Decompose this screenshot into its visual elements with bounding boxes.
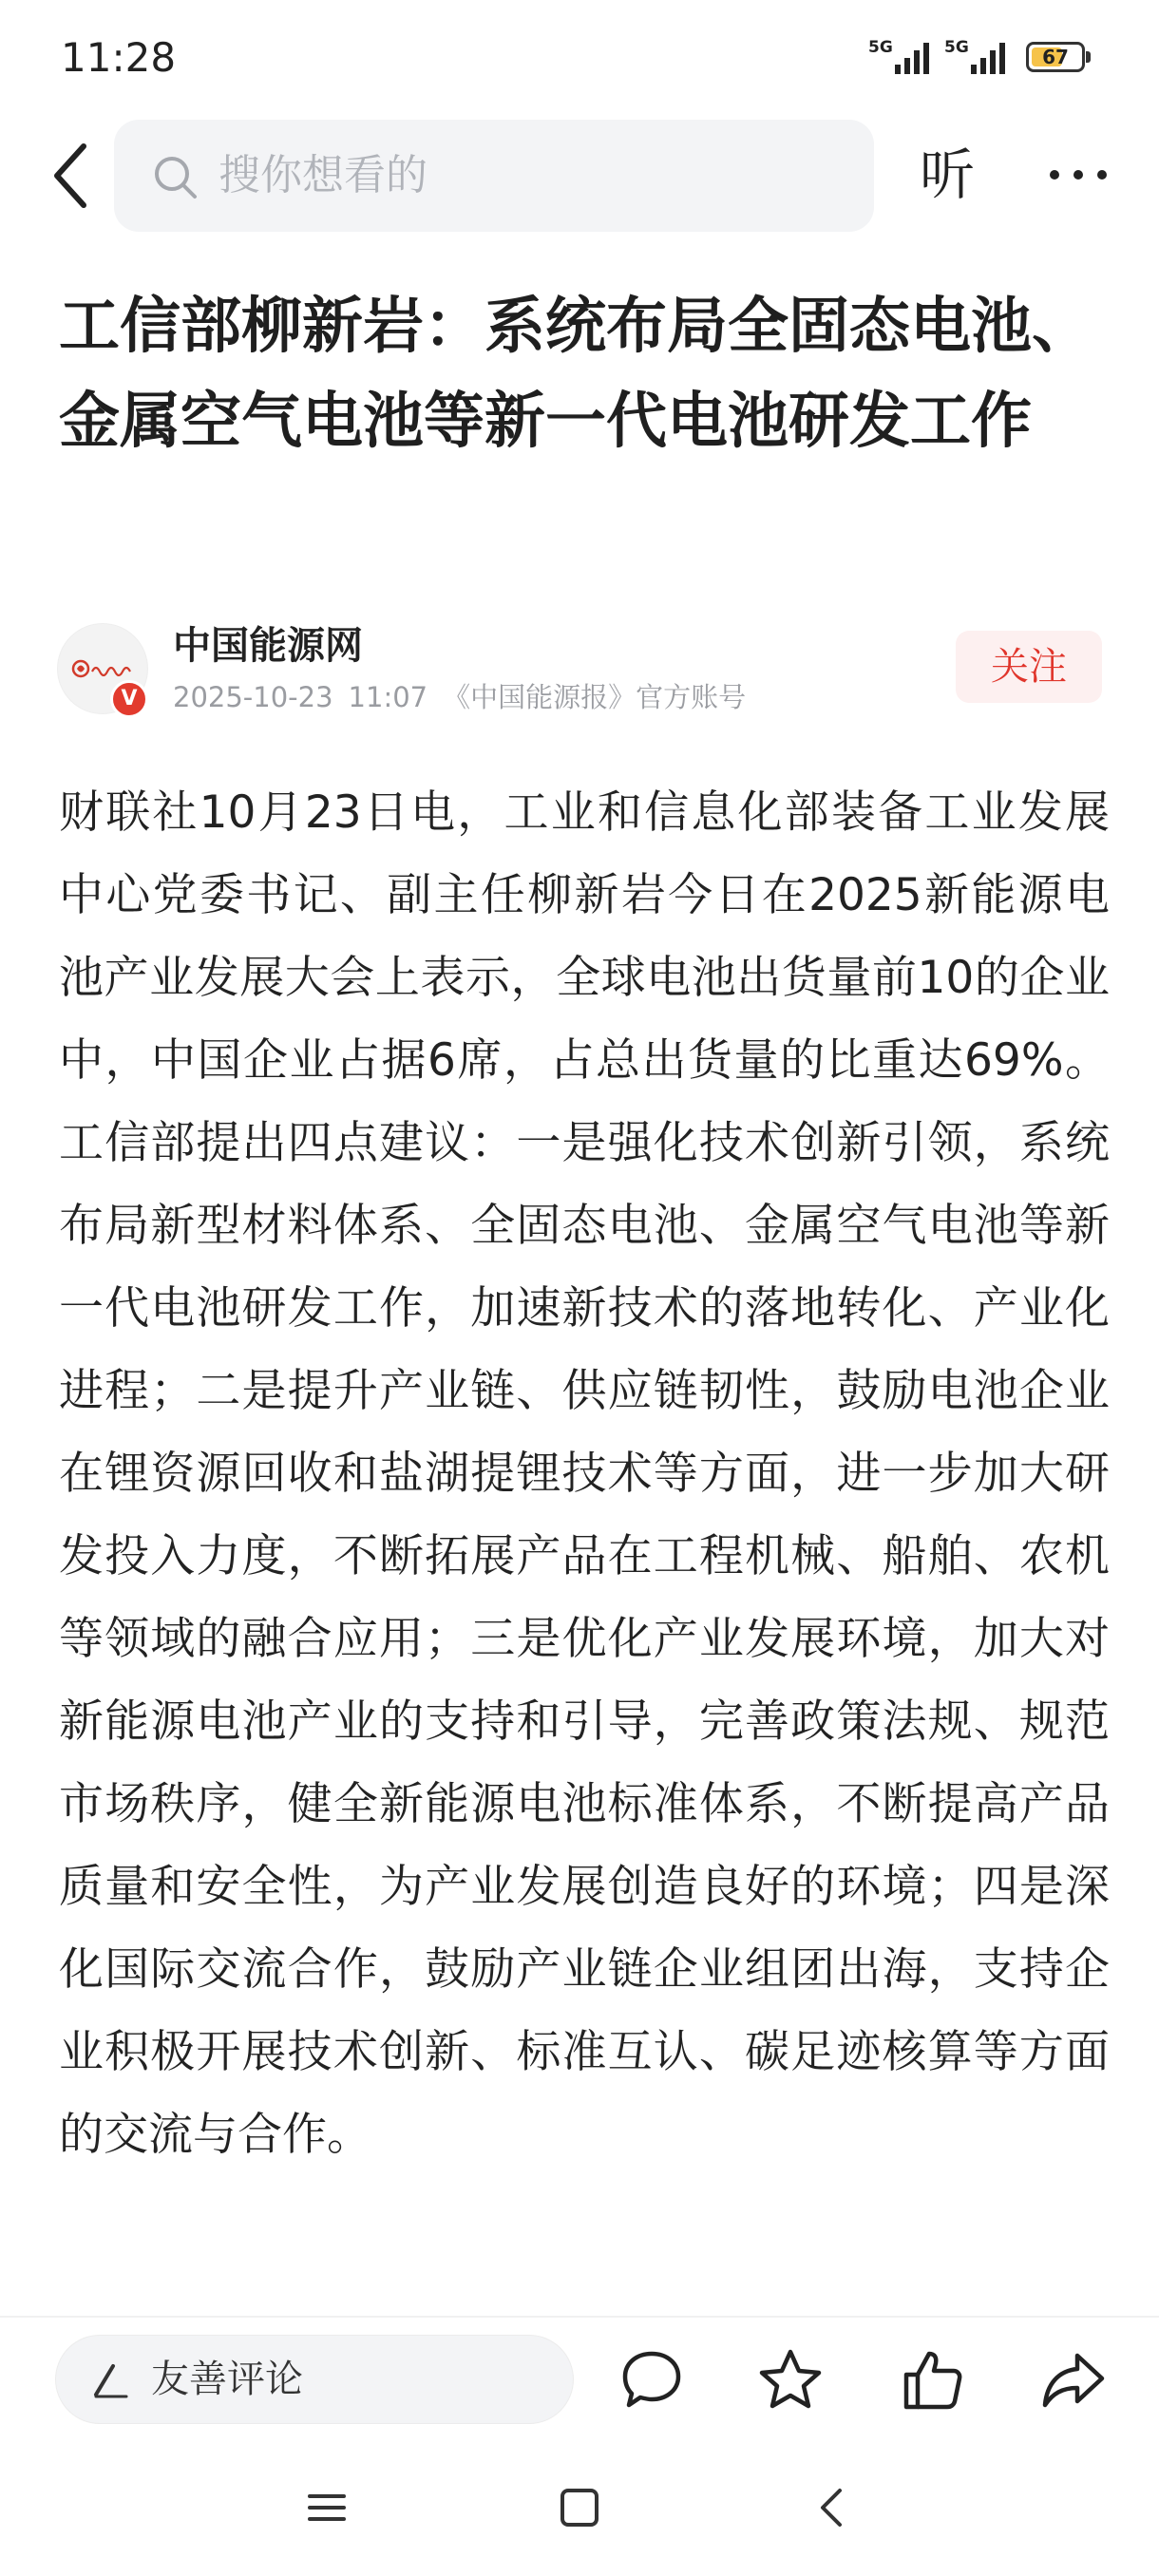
publisher-logo-icon [71, 654, 134, 683]
account-source: 《中国能源报》官方账号 [443, 681, 747, 713]
verified-badge: V [110, 680, 148, 718]
follow-button[interactable]: 关注 [956, 631, 1102, 703]
action-bar-divider [0, 2316, 1159, 2318]
cellular-signal-icon [868, 38, 931, 76]
home-nav-icon[interactable] [551, 2479, 608, 2536]
comment-placeholder: 友善评论 [151, 2358, 303, 2401]
pen-icon [88, 2358, 132, 2402]
search-input[interactable] [114, 120, 874, 232]
menu-nav-icon[interactable] [298, 2479, 355, 2536]
article-title: 工信部柳新岩：系统布局全固态电池、金属空气电池等新一代电池研发工作 [59, 292, 1092, 457]
network-type-label: 5G [868, 38, 893, 57]
status-time: 11:28 [61, 34, 177, 81]
favorite-star-icon[interactable] [756, 2346, 825, 2415]
back-arrow-icon[interactable] [42, 133, 99, 218]
author-meta [173, 678, 761, 716]
signal-bars-icon [895, 42, 931, 74]
network-type-label-2: 5G [944, 38, 969, 57]
share-arrow-icon[interactable] [1039, 2346, 1108, 2415]
listen-button[interactable]: 听 [920, 142, 976, 207]
publish-date: 2025-10-23 [173, 681, 333, 713]
battery-nub [1086, 51, 1091, 63]
signal-bars-2-icon [971, 42, 1007, 74]
search-placeholder: 搜你想看的 [218, 151, 428, 199]
like-thumbs-up-icon[interactable] [899, 2346, 967, 2415]
comment-input[interactable] [55, 2335, 574, 2424]
battery-icon [1026, 42, 1085, 72]
back-nav-icon[interactable] [804, 2479, 861, 2536]
comment-icon[interactable] [618, 2346, 686, 2415]
search-icon [152, 154, 200, 201]
cellular-signal-2-icon [944, 38, 1007, 76]
author-name[interactable]: 中国能源网 [173, 624, 363, 668]
publish-time: 11:07 [348, 681, 428, 713]
more-options-icon[interactable] [1045, 148, 1112, 201]
battery-level-text: 67 [1042, 46, 1069, 68]
article-body: 财联社10月23日电，工业和信息化部装备工业发展中心党委书记、副主任柳新岩今日在2025新能源电池产业发展大会上表示，全球电池出货量前10的企业中，中国企业占据6席，占总出货量的比重达69%。工信部提出四点建议：一是强化技术创新引领，系统布局新型材料体系、全固态电池、金属空气电池等新一代电池研发工作，加速新技术的落地转化、产业化进程；二是提升产业链、供应链韧性，鼓励电池企业在锂资源回收和盐湖提锂技术等方面，进一步加大研发投入力度，不断拓展产品在工程机械、船舶、农机等领域的融合应用；三是优化产业发展环境，加大对新能源电池产业的支持和引导，完善政策法规、规范市场秩序，健全新能源电池标准体系，不断提高产品质量和安全性，为产业发展创造良好的环境；四是深化国际交流合作，鼓励产业链企业组团出海，支持企业积极开展技术创新、标准互认、碳足迹核算等方面的交流与合作。 [59, 786, 1110, 2161]
status-bar [0, 0, 1159, 114]
